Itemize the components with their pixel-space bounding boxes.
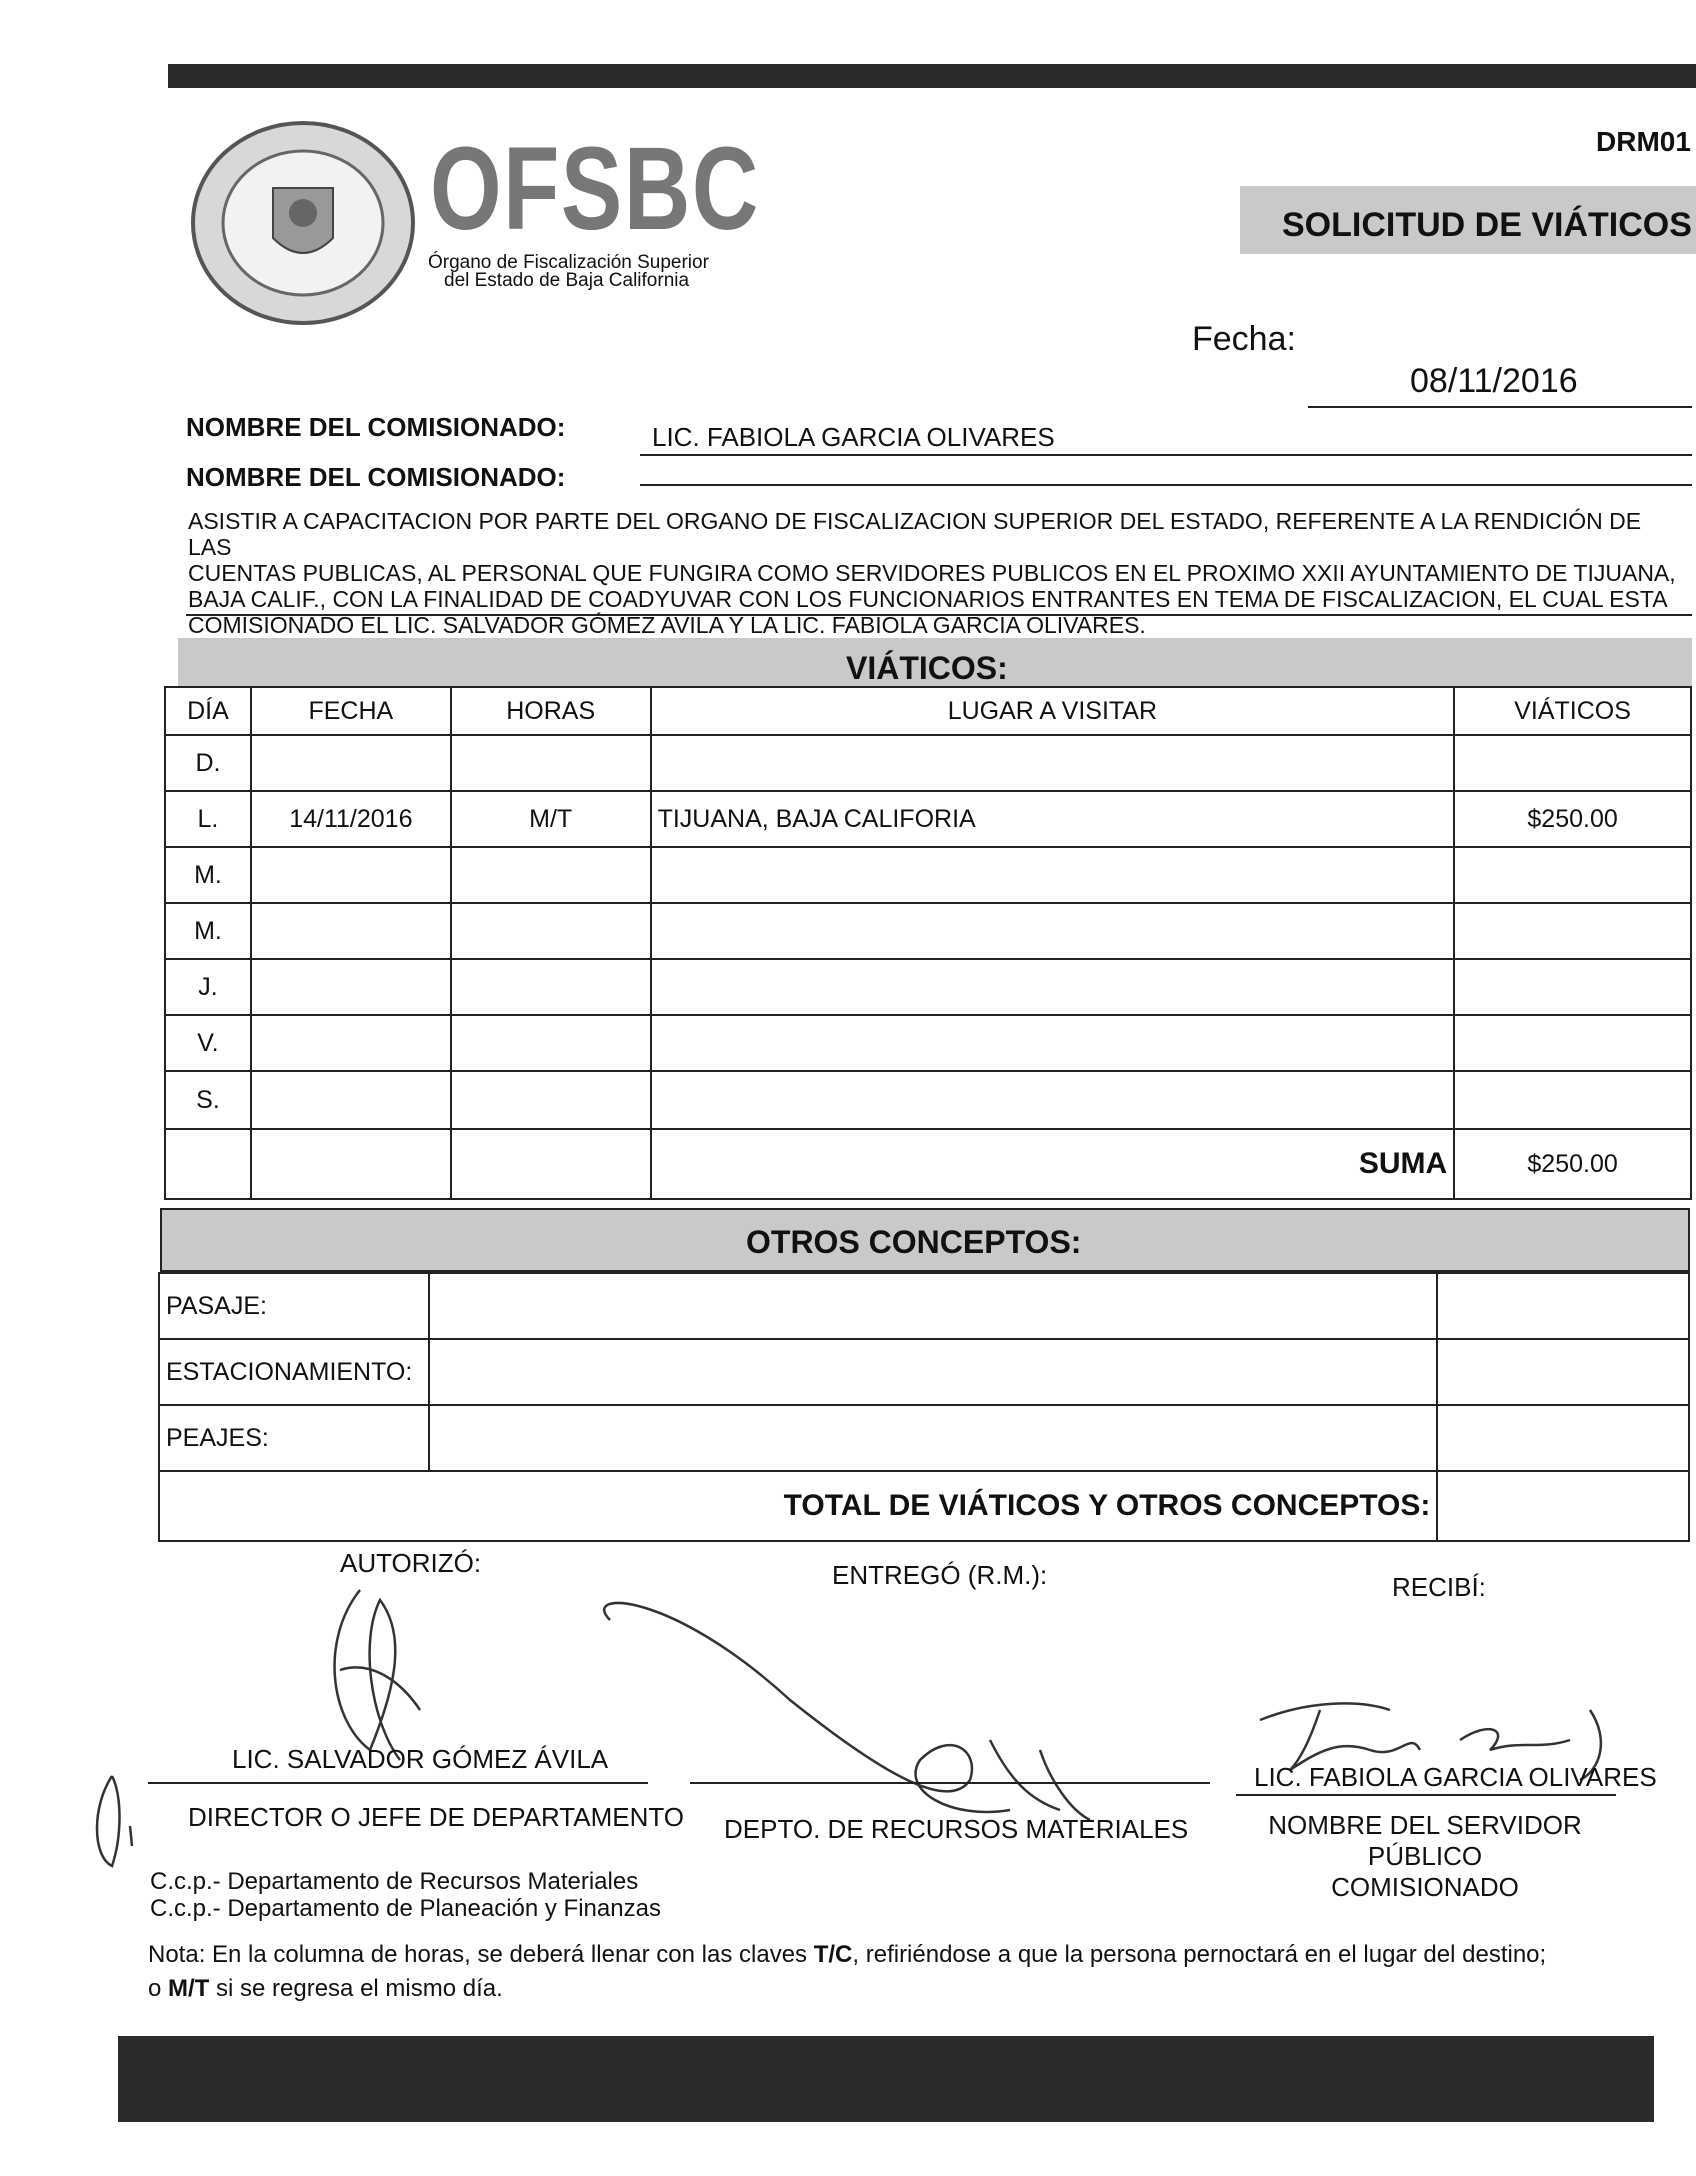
cell-lugar xyxy=(651,847,1455,903)
autorizo-label: AUTORIZÓ: xyxy=(340,1548,482,1578)
otros-desc xyxy=(429,1405,1437,1471)
table-row xyxy=(165,959,1691,1015)
fecha-value: 08/11/2016 xyxy=(1410,362,1578,400)
table-row xyxy=(159,1405,1689,1471)
otros-table xyxy=(158,1272,1690,1542)
col-header-viaticos: VIÁTICOS xyxy=(1454,687,1691,735)
total-value xyxy=(1437,1471,1689,1541)
cell-viaticos xyxy=(1454,1015,1691,1071)
cell-horas xyxy=(451,1071,651,1129)
col-header-horas: HORAS xyxy=(451,687,651,735)
cell-lugar xyxy=(651,1071,1455,1129)
ccp-item: C.c.p.- Departamento de Recursos Materiales xyxy=(150,1868,639,1895)
cell-horas xyxy=(451,903,651,959)
cell-horas xyxy=(451,1015,651,1071)
ccp-list xyxy=(150,1868,661,1922)
cell-lugar xyxy=(651,1015,1455,1071)
cell-dia: M. xyxy=(165,903,251,959)
cell-lugar xyxy=(651,903,1455,959)
ccp-item: C.c.p.- Departamento de Planeación y Finanzas xyxy=(150,1895,661,1922)
form-title: SOLICITUD DE VIÁTICOS xyxy=(1282,206,1692,244)
org-acronym: OFSBC xyxy=(430,123,760,255)
form-code: DRM01 xyxy=(1596,126,1691,157)
otros-label: PEAJES: xyxy=(159,1405,429,1471)
autorizo-role: DIRECTOR O JEFE DE DEPARTAMENTO xyxy=(188,1802,684,1832)
otros-desc xyxy=(429,1273,1437,1339)
entrego-label: ENTREGÓ (R.M.): xyxy=(832,1560,1048,1590)
cell-viaticos xyxy=(1454,847,1691,903)
org-name-line1: Órgano de Fiscalización Superior xyxy=(428,252,709,273)
cell-fecha xyxy=(251,1071,451,1129)
recibi-role-line1: NOMBRE DEL SERVIDOR PÚBLICO xyxy=(1268,1810,1582,1871)
cell-viaticos xyxy=(1454,1071,1691,1129)
cell-lugar: TIJUANA, BAJA CALIFORIA xyxy=(651,791,1455,847)
cell-horas: M/T xyxy=(451,791,651,847)
commissioner-value-1: LIC. FABIOLA GARCIA OLIVARES xyxy=(652,422,1055,452)
fecha-label: Fecha: xyxy=(1192,320,1296,358)
col-header-dia: DÍA xyxy=(165,687,251,735)
note xyxy=(148,1938,1688,2006)
autorizo-line xyxy=(148,1782,648,1784)
cell-dia: J. xyxy=(165,959,251,1015)
purpose-line: BAJA CALIF., CON LA FINALIDAD DE COADYUVAR CON LOS FUNCIONARIOS ENTRANTES EN TEMA DE FISCALIZACION, EL CUAL ESTA xyxy=(188,586,1668,612)
otros-amount xyxy=(1437,1405,1689,1471)
suma-row xyxy=(165,1129,1691,1199)
cell-viaticos xyxy=(1454,903,1691,959)
cell-fecha xyxy=(251,1015,451,1071)
cell-dia: M. xyxy=(165,847,251,903)
recibi-role xyxy=(1220,1810,1630,1903)
table-row xyxy=(165,847,1691,903)
table-row xyxy=(165,791,1691,847)
autorizo-signature xyxy=(300,1580,460,1770)
purpose-line-rule xyxy=(186,614,1692,616)
note-text: o xyxy=(148,1975,169,2002)
org-name-line2: del Estado de Baja California xyxy=(444,270,690,291)
purpose-line: ASISTIR A CAPACITACION POR PARTE DEL ORGANO DE FISCALIZACION SUPERIOR DEL ESTADO, REFERENTE A LA RENDICIÓN DE LAS xyxy=(188,508,1642,560)
purpose-line: COMISIONADO EL LIC. SALVADOR GÓMEZ AVILA Y LA LIC. FABIOLA GARCIA OLIVARES. xyxy=(188,612,1146,638)
otros-desc xyxy=(429,1339,1437,1405)
purpose-text xyxy=(188,508,1688,638)
cell-fecha xyxy=(251,959,451,1015)
col-header-fecha: FECHA xyxy=(251,687,451,735)
recibi-name: LIC. FABIOLA GARCIA OLIVARES xyxy=(1254,1762,1657,1792)
bottom-bar xyxy=(118,2036,1654,2122)
otros-label: PASAJE: xyxy=(159,1273,429,1339)
total-label: TOTAL DE VIÁTICOS Y OTROS CONCEPTOS: xyxy=(159,1471,1437,1541)
cell-viaticos xyxy=(1454,735,1691,791)
commissioner-line-1 xyxy=(640,454,1692,456)
note-text: , refiriéndose a que la persona pernoctará en el lugar del destino; xyxy=(852,1941,1547,1968)
cell-fecha: 14/11/2016 xyxy=(251,791,451,847)
suma-value: $250.00 xyxy=(1454,1129,1691,1199)
purpose-line: CUENTAS PUBLICAS, AL PERSONAL QUE FUNGIRA COMO SERVIDORES PUBLICOS EN EL PROXIMO XXII AYUNTAMIENTO DE TIJUANA, xyxy=(188,560,1676,586)
cell-horas xyxy=(451,847,651,903)
table-row xyxy=(165,1071,1691,1129)
cell-lugar xyxy=(651,959,1455,1015)
suma-label: SUMA xyxy=(651,1129,1455,1199)
note-code-mt: M/T xyxy=(168,1975,210,2002)
seal-logo xyxy=(188,118,418,328)
table-row xyxy=(159,1273,1689,1339)
entrego-role: DEPTO. DE RECURSOS MATERIALES xyxy=(724,1814,1189,1844)
table-row xyxy=(159,1339,1689,1405)
note-text: Nota: En la columna de horas, se deberá llenar con las claves xyxy=(148,1941,814,1968)
viaticos-title: VIÁTICOS: xyxy=(846,650,1008,686)
cell-dia: V. xyxy=(165,1015,251,1071)
viaticos-table xyxy=(164,686,1692,1200)
commissioner-line-2 xyxy=(640,484,1692,486)
cell-fecha xyxy=(251,847,451,903)
cell-dia: L. xyxy=(165,791,251,847)
cell-viaticos xyxy=(1454,959,1691,1015)
note-code-tc: T/C xyxy=(813,1941,853,1968)
cell-fecha xyxy=(251,903,451,959)
otros-amount xyxy=(1437,1273,1689,1339)
recibi-label: RECIBÍ: xyxy=(1392,1572,1486,1602)
cell-lugar xyxy=(651,735,1455,791)
entrego-line xyxy=(690,1782,1210,1784)
entrego-signature xyxy=(590,1580,1150,1840)
total-row xyxy=(159,1471,1689,1541)
margin-initials xyxy=(82,1766,142,1876)
otros-amount xyxy=(1437,1339,1689,1405)
otros-label: ESTACIONAMIENTO: xyxy=(159,1339,429,1405)
commissioner-label-1: NOMBRE DEL COMISIONADO: xyxy=(186,412,566,442)
cell-viaticos: $250.00 xyxy=(1454,791,1691,847)
autorizo-name: LIC. SALVADOR GÓMEZ ÁVILA xyxy=(232,1744,609,1774)
commissioner-label-2: NOMBRE DEL COMISIONADO: xyxy=(186,462,566,492)
fecha-line xyxy=(1308,406,1692,408)
note-text: si se regresa el mismo día. xyxy=(209,1975,503,2002)
otros-title: OTROS CONCEPTOS: xyxy=(746,1224,1082,1260)
col-header-lugar: LUGAR A VISITAR xyxy=(651,687,1455,735)
cell-dia: S. xyxy=(165,1071,251,1129)
cell-horas xyxy=(451,735,651,791)
top-bar xyxy=(168,64,1696,88)
recibi-role-line2: COMISIONADO xyxy=(1331,1872,1519,1902)
cell-horas xyxy=(451,959,651,1015)
recibi-line xyxy=(1236,1794,1616,1796)
table-row xyxy=(165,735,1691,791)
table-row xyxy=(165,903,1691,959)
cell-fecha xyxy=(251,735,451,791)
cell-dia: D. xyxy=(165,735,251,791)
table-row xyxy=(165,1015,1691,1071)
